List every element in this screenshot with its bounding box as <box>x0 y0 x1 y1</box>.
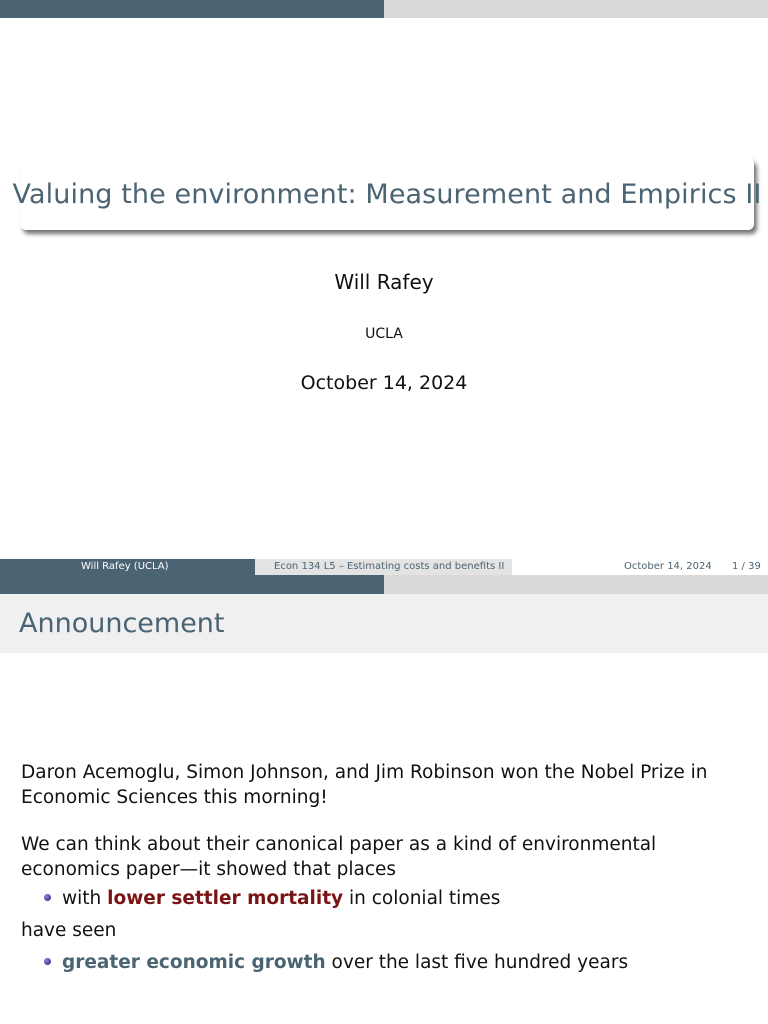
bullet-icon <box>44 894 51 901</box>
announcement-slide <box>0 594 768 1024</box>
footline-progress-fill <box>0 575 384 594</box>
footline-date: October 14, 2024 <box>624 561 712 572</box>
progress-bar-fill <box>0 0 384 18</box>
footline-info-row <box>0 559 768 575</box>
footline-progress-bar <box>0 575 768 594</box>
bullet-suffix: in colonial times <box>343 888 501 909</box>
title-box <box>12 158 762 230</box>
presentation-date: October 14, 2024 <box>300 372 468 394</box>
bullet-suffix: over the last five hundred years <box>325 952 629 973</box>
connecting-text: have seen <box>21 920 117 941</box>
bullet-item-settler-mortality <box>44 888 500 909</box>
footline-short-title: Econ 134 L5 – Estimating costs and benefits II <box>274 561 505 572</box>
bullet-icon <box>44 958 51 965</box>
paper-description-paragraph: We can think about their canonical paper as a kind of environmental economics paper—it showed that places <box>21 834 657 880</box>
announcement-paragraph: Daron Acemoglu, Simon Johnson, and Jim Robinson won the Nobel Prize in Economic Sciences this morning! <box>21 762 708 808</box>
bullet-item-economic-growth <box>44 952 628 973</box>
presentation-title: Valuing the environment: Measurement and Empirics II <box>12 178 762 210</box>
footline <box>0 559 768 594</box>
progress-bar <box>0 0 768 18</box>
footline-author: Will Rafey (UCLA) <box>81 561 169 572</box>
page-number: 1 / 39 <box>732 561 761 572</box>
author-name: Will Rafey <box>334 270 434 294</box>
alert-highlight: lower settler mortality <box>107 888 344 909</box>
frame-title: Announcement <box>19 608 225 639</box>
institute: UCLA <box>365 326 403 342</box>
bullet-prefix: with <box>62 888 108 909</box>
structure-highlight: greater economic growth <box>62 952 326 973</box>
